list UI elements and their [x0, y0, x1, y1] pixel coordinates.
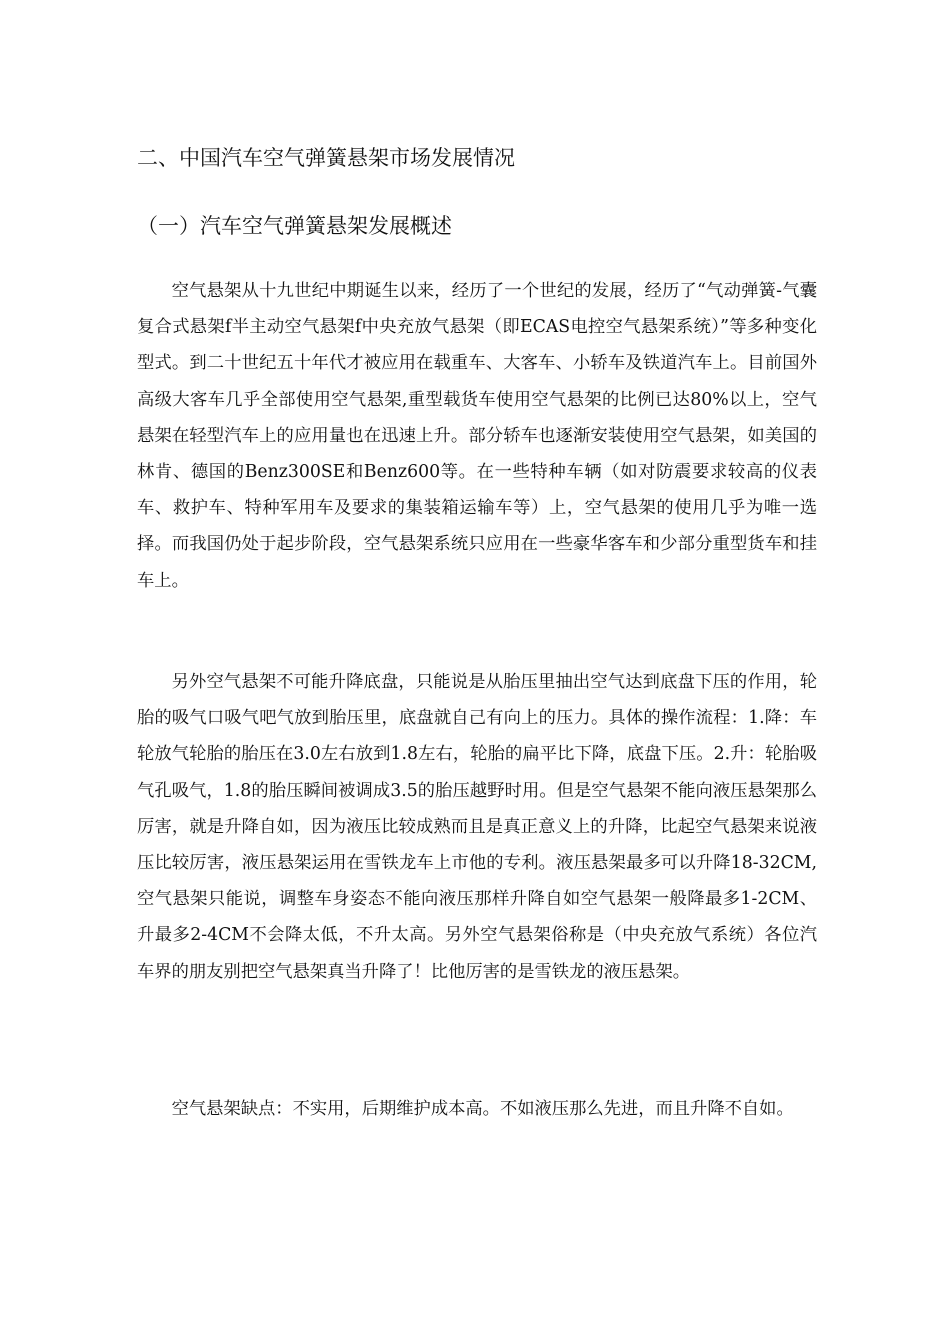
- paragraph-disadvantages: 空气悬架缺点：不实用，后期维护成本高。不如液压那么先进，而且升降不自如。: [171, 1099, 794, 1119]
- paragraph-overview: 空气悬架从十九世纪中期诞生以来，经历了一个世纪的发展，经历了“气动弹簧-气囊复合式悬架f半主动空气悬架f中央充放气悬架（即ECAS电控空气悬架系统）”等多种变化型式。到二十世纪五十年代才被应用在载重车、大客车、小轿车及铁道汽车上。目前国外高级大客车几乎全部使用空气悬架,重型载货车使用空气悬架的比例已达80%以上，空气悬架在轻型汽车上的应用量也在迅速上升。部分轿车也逐渐安装使用空气悬架，如美国的林肯、德国的Benz300SE和Benz600等。在一些特种车辆（如对防震要求较高的仪表车、救护车、特种军用车及要求的集装箱运输车等）上，空气悬架的使用几乎为唯一选择。而我国仍处于起步阶段，空气悬架系统只应用在一些豪华客车和少部分重型货车和挂车上。: [137, 281, 817, 591]
- paragraph-lift-mechanism: 另外空气悬架不可能升降底盘，只能说是从胎压里抽出空气达到底盘下压的作用，轮胎的吸气口吸气吧气放到胎压里，底盘就自己有向上的压力。具体的操作流程：1.降：车轮放气轮胎的胎压在3.0左右放到1.8左右，轮胎的扁平比下降，底盘下压。2.升：轮胎吸气孔吸气，1.8的胎压瞬间被调成3.5的胎压越野时用。但是空气悬架不能向液压悬架那么厉害，就是升降自如，因为液压比较成熟而且是真正意义上的升降，比起空气悬架来说液压比较厉害，液压悬架运用在雪铁龙车上市他的专利。液压悬架最多可以升降18-32CM,空气悬架只能说，调整车身姿态不能向液压那样升降自如空气悬架一般降最多1-2CM、升最多2-4CM不会降太低，不升太高。另外空气悬架俗称是（中央充放气系统）各位汽车界的朋友别把空气悬架真当升降了！比他厉害的是雪铁龙的液压悬架。: [137, 672, 817, 982]
- subsection-title: （一）汽车空气弹簧悬架发展概述: [137, 214, 452, 238]
- section-title: 二、中国汽车空气弹簧悬架市场发展情况: [137, 146, 515, 170]
